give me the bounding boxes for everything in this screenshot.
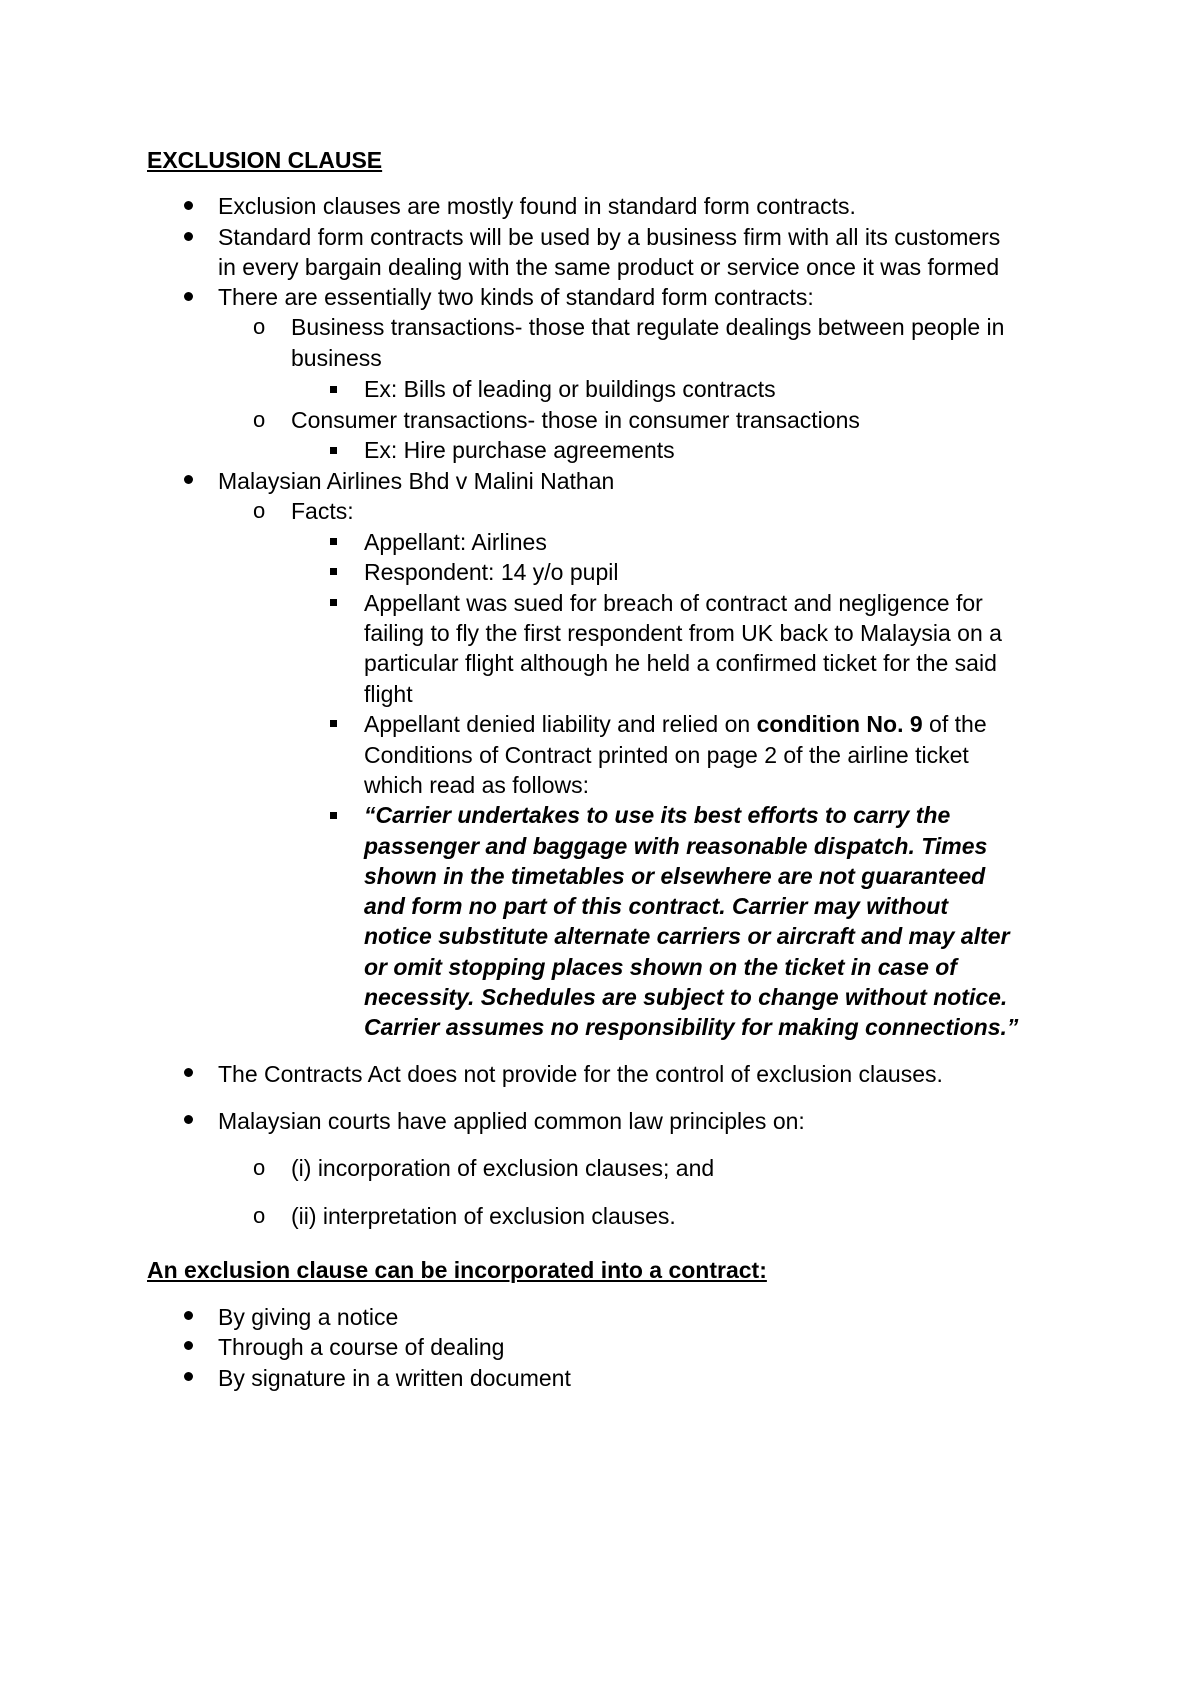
denied-text: of the (922, 711, 987, 737)
denied-text: Appellant denied liability and relied on (364, 711, 757, 737)
bullet-dot (184, 1068, 193, 1077)
intro-line: There are essentially two kinds of standard form contracts: (218, 284, 814, 310)
square-bullet (330, 447, 337, 454)
quote-line: shown in the timetables or elsewhere are not guaranteed (364, 863, 986, 889)
condition-no-9: condition No. 9 (756, 711, 923, 737)
kind-business-cont: business (291, 345, 382, 371)
denied-fact (364, 710, 987, 738)
kind-business: Business transactions- those that regulate dealings between people in (291, 314, 1005, 340)
respondent-fact: Respondent: 14 y/o pupil (364, 559, 619, 585)
bullet-dot (184, 1311, 193, 1320)
bullet-dot (184, 1341, 193, 1350)
denied-fact: which read as follows: (364, 772, 589, 798)
method-item: By giving a notice (218, 1304, 399, 1330)
sued-fact: failing to fly the first respondent from UK back to Malaysia on a (364, 620, 1002, 646)
principle-item: (i) incorporation of exclusion clauses; and (291, 1155, 715, 1181)
quote-line: notice substitute alternate carriers or aircraft and may alter (364, 923, 1010, 949)
square-bullet (330, 386, 337, 393)
denied-fact: Conditions of Contract printed on page 2 of the airline ticket (364, 742, 969, 768)
business-example: Ex: Bills of leading or buildings contracts (364, 376, 776, 402)
square-bullet (330, 720, 337, 727)
sued-fact: particular flight although he held a confirmed ticket for the said (364, 650, 997, 676)
quote-line: passenger and baggage with reasonable dispatch. Times (364, 833, 988, 859)
method-item: Through a course of dealing (218, 1334, 505, 1360)
quote-line: “Carrier undertakes to use its best efforts to carry the (364, 802, 951, 828)
bullet-dot (184, 292, 193, 301)
courts-point: Malaysian courts have applied common law principles on: (218, 1108, 805, 1134)
sued-fact: flight (364, 681, 413, 707)
bullet-dot (184, 1115, 193, 1124)
quote-line: necessity. Schedules are subject to change without notice. (364, 984, 1008, 1010)
sued-fact: Appellant was sued for breach of contract and negligence for (364, 590, 983, 616)
quote-line: or omit stopping places shown on the ticket in case of (364, 954, 957, 980)
circle-bullet: o (253, 407, 266, 432)
intro-line: in every bargain dealing with the same product or service once it was formed (218, 254, 1000, 280)
principle-item: (ii) interpretation of exclusion clauses. (291, 1203, 676, 1229)
intro-line: Exclusion clauses are mostly found in standard form contracts. (218, 193, 856, 219)
intro-line: Standard form contracts will be used by a business firm with all its customers (218, 224, 1001, 250)
bullet-dot (184, 1372, 193, 1381)
bullet-dot (184, 201, 193, 210)
square-bullet (330, 568, 337, 575)
circle-bullet: o (253, 1155, 266, 1180)
document-title: EXCLUSION CLAUSE (147, 147, 383, 173)
square-bullet (330, 538, 337, 545)
square-bullet (330, 599, 337, 606)
quote-line: and form no part of this contract. Carrier may without (364, 893, 949, 919)
square-bullet (330, 812, 337, 819)
quote-line: Carrier assumes no responsibility for making connections.” (364, 1014, 1019, 1040)
incorporation-heading: An exclusion clause can be incorporated into a contract: (147, 1257, 767, 1283)
circle-bullet: o (253, 314, 266, 339)
bullet-dot (184, 475, 193, 484)
appellant-fact: Appellant: Airlines (364, 529, 547, 555)
kind-consumer: Consumer transactions- those in consumer transactions (291, 407, 860, 433)
circle-bullet: o (253, 498, 266, 523)
method-item: By signature in a written document (218, 1365, 571, 1391)
case-name: Malaysian Airlines Bhd v Malini Nathan (218, 468, 615, 494)
facts-label: Facts: (291, 498, 354, 524)
contracts-act-point: The Contracts Act does not provide for the control of exclusion clauses. (218, 1061, 943, 1087)
consumer-example: Ex: Hire purchase agreements (364, 437, 675, 463)
bullet-dot (184, 232, 193, 241)
circle-bullet: o (253, 1203, 266, 1228)
